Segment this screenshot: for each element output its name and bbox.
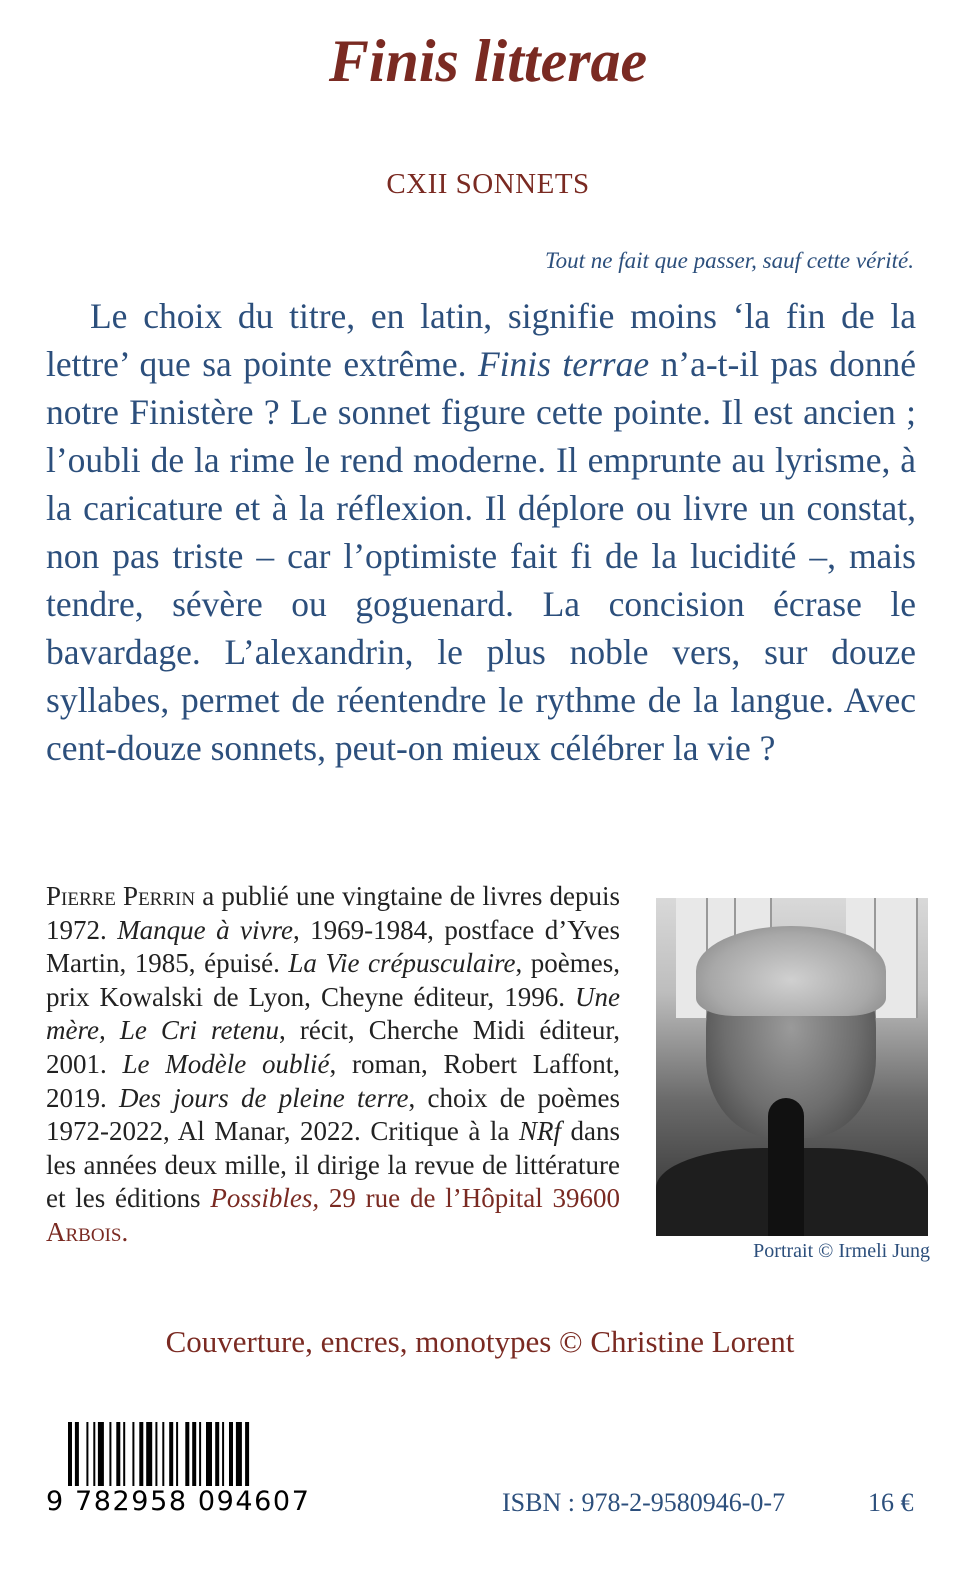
author-portrait <box>656 898 928 1236</box>
barcode-bar <box>229 1422 233 1486</box>
bio-text: , récit, Cherche Midi éditeur, 2001. <box>46 1015 620 1079</box>
bio-book-title: Une mère, Le Cri retenu <box>46 981 620 1046</box>
address-city: Arbois <box>46 1216 122 1247</box>
blurb-italic-finis-terrae: Finis terrae <box>477 344 650 384</box>
bio-book-title: Manque à vivre <box>117 914 293 945</box>
bio-book-title: Des jours de pleine terre <box>119 1082 409 1113</box>
barcode-bar <box>68 1422 72 1486</box>
barcode-bar <box>215 1422 219 1486</box>
bio-text: , choix de poèmes 1972-2022, Al Manar, 2022. Critique à la <box>46 1082 620 1147</box>
barcode-bars <box>46 1418 336 1488</box>
bio-text: , roman, Robert Laffont, 2019. <box>46 1048 621 1113</box>
barcode-bar <box>185 1422 189 1486</box>
address-end: . <box>121 1216 129 1247</box>
microphone-icon <box>768 1098 804 1236</box>
book-subtitle: CXII SONNETS <box>386 168 590 200</box>
isbn: ISBN : 978-2-9580946-0-7 <box>502 1488 786 1517</box>
cover-credits: Couverture, encres, monotypes © Christine Lorent <box>165 1324 795 1359</box>
barcode-bar <box>75 1422 79 1486</box>
bio-publisher-name: Possibles, <box>210 1183 320 1214</box>
barcode-bar <box>93 1422 95 1486</box>
barcode-bar <box>199 1422 201 1486</box>
bio-text: a publié une vingtaine de livres depuis 1972. <box>46 881 621 945</box>
address-street: 29 rue de l’Hôpital 39600 <box>319 1183 620 1214</box>
blurb-text-2: n’a-t-il pas donné notre Finistère ? Le sonnet figure cette pointe. Il est ancien ; l’oubli de la rime le rend moderne. Il emprunte au lyrisme, à la caricature et à la réflexion. Il déplore ou livre un constat, non pas triste – car l’optimiste fait fi de la lucidité –, mais tendre, sévère ou goguenard. La concision écrase le bavardage. L’alexandrin, le plus noble vers, sur douze syllabes, permet de réentendre le rythme de la langue. Avec cent-douze sonnets, peut-on mieux célébrer la vie ? <box>46 344 916 768</box>
barcode-bar <box>169 1422 173 1486</box>
barcode-bar <box>132 1422 134 1486</box>
barcode-bar <box>222 1422 224 1486</box>
bio-book-title: Le Modèle oublié <box>122 1048 330 1079</box>
bio-text: , poèmes, prix Kowalski de Lyon, Cheyne éditeur, 1996. <box>46 948 621 1012</box>
book-title: Finis litterae <box>328 28 648 94</box>
barcode-bar <box>245 1422 249 1486</box>
barcode-bar <box>236 1422 242 1486</box>
price: 16 € <box>868 1488 914 1517</box>
bio-text: dans les années deux mille, il dirige la revue de littérature et les éditions <box>46 1116 620 1214</box>
bio-book-title: La Vie crépusculaire <box>288 948 516 979</box>
barcode-bar <box>206 1422 212 1486</box>
barcode-bar <box>155 1422 157 1486</box>
epigraph: Tout ne fait que passer, sauf cette vérité. <box>544 248 914 273</box>
barcode-digits: 9 782958 094607 <box>46 1486 311 1517</box>
portrait-hair <box>696 926 886 1016</box>
bio-journal-title: NRf <box>518 1116 561 1147</box>
barcode-bar <box>192 1422 196 1486</box>
barcode-bar <box>139 1422 143 1486</box>
author-bio <box>46 880 620 1250</box>
barcode-bar <box>116 1422 120 1486</box>
back-cover-blurb <box>46 292 916 772</box>
barcode-bar <box>98 1422 104 1486</box>
barcode-bar <box>176 1422 178 1486</box>
barcode-bar <box>123 1422 125 1486</box>
barcode-bar <box>162 1422 164 1486</box>
barcode-bar <box>86 1422 88 1486</box>
blurb-text-1: Le choix du titre, en latin, signifie moins ‘la fin de la lettre’ que sa pointe extrême. <box>46 296 916 384</box>
author-name: Pierre Perrin <box>46 881 196 911</box>
photo-caption: Portrait © Irmeli Jung <box>753 1240 930 1262</box>
bio-text: , 1969-1984, postface d’Yves Martin, 1985, épuisé. <box>46 914 620 979</box>
barcode-bar <box>146 1422 152 1486</box>
barcode-bar <box>109 1422 111 1486</box>
